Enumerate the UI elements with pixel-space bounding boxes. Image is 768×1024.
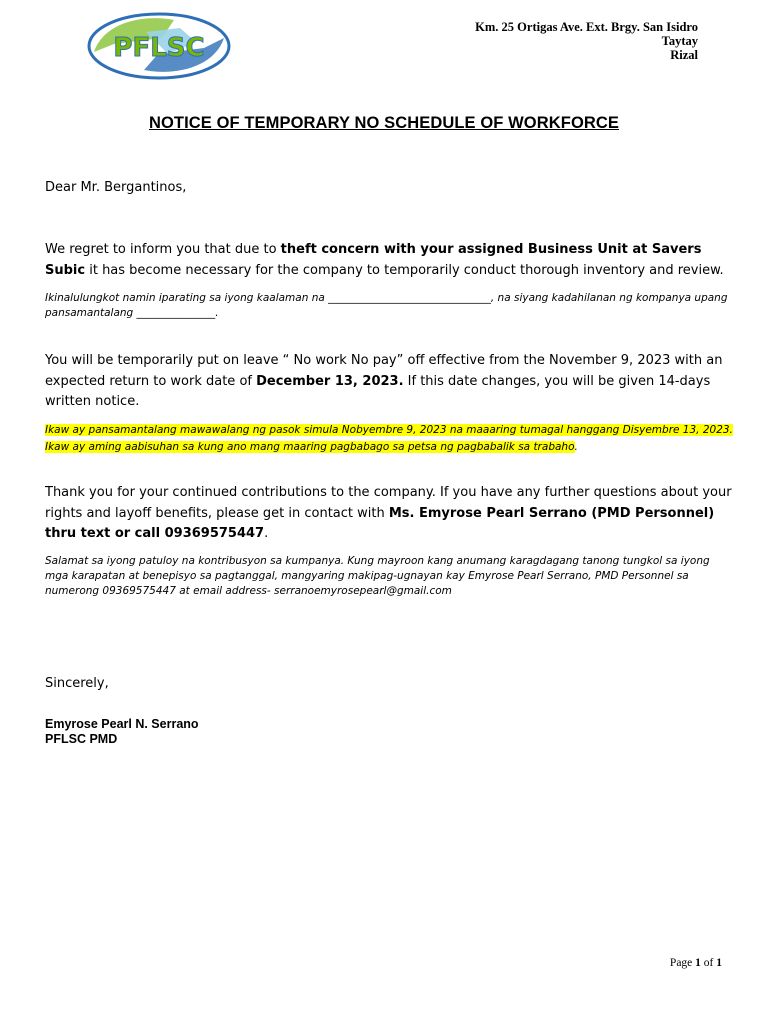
text: You will be temporarily put on leave “ No work No pay” off effective from the November 9, 2023 with an expected return to work date of xyxy=(45,353,723,389)
closing: Sincerely, xyxy=(45,676,109,691)
text: We regret to inform you that due to xyxy=(45,242,281,257)
paragraph-english-1 xyxy=(45,240,735,281)
page-total: 1 xyxy=(716,957,722,969)
company-logo xyxy=(84,8,234,86)
text: If this date changes, you will be given 14-days written notice. xyxy=(45,373,711,409)
paragraph-english-2 xyxy=(45,351,735,413)
signatory-name: Emyrose Pearl N. Serrano xyxy=(45,717,199,731)
paragraph-tagalog-2 xyxy=(45,422,735,456)
page-current: 1 xyxy=(695,957,701,969)
signature-block xyxy=(45,717,199,746)
notice-title: NOTICE OF TEMPORARY NO SCHEDULE OF WORKFORCE xyxy=(148,114,620,132)
company-address xyxy=(475,20,698,62)
address-line: Taytay xyxy=(661,34,698,48)
address-line: Km. 25 Ortigas Ave. Ext. Brgy. San Isidro xyxy=(475,20,698,34)
paragraph-english-3 xyxy=(45,483,735,545)
paragraph-tagalog-3: Salamat sa iyong patuloy na kontribusyon sa kumpanya. Kung mayroon kang anumang karagdagang tanong tungkol sa iyong mga karapatan at benepisyo sa pagtanggal, mangyaring makipag-ugnayan kay Emyrose Pearl Serrano, PMD Personnel sa numerong 09369575447 at email address- serranoemyrosepearl@gmail.com xyxy=(45,555,710,597)
address-line: Rizal xyxy=(670,48,698,62)
page-number xyxy=(670,957,722,969)
text: Thank you for your continued contributions to the company. If you have any further questions about your rights and layoff benefits, please get in contact with xyxy=(45,485,732,521)
highlighted-text: Ikaw ay pansamantalang mawawalang ng pasok simula Nobyembre 9, 2023 na maaaring tumagal hanggang Disyembre 13, 2023. Ikaw ay aming aabisuhan sa kung ano mang maaring pagbabago sa petsa ng pagbabalik sa trabaho xyxy=(45,424,733,453)
bold-text: December 13, 2023. xyxy=(256,373,404,389)
page-label: Page xyxy=(669,957,696,969)
page-of: of xyxy=(700,957,717,969)
salutation: Dear Mr. Bergantinos, xyxy=(45,180,187,195)
text: it has become necessary for the company to temporarily conduct thorough inventory and review. xyxy=(85,262,724,278)
signatory-org: PFLSC PMD xyxy=(45,731,118,746)
bold-text: theft concern with your assigned Business Unit at Savers Subic xyxy=(45,242,702,278)
bold-text: Ms. Emyrose Pearl Serrano (PMD Personnel) thru text or call 09369575447 xyxy=(45,505,715,541)
logo-text: PFLSC xyxy=(113,33,205,63)
text: . xyxy=(264,526,269,541)
paragraph-tagalog-1: Ikinalulungkot namin iparating sa iyong kaalaman na _______________________________, na siyang kadahilanan ng kompanya upang pansamantalang _______________. xyxy=(45,292,728,319)
text: . xyxy=(574,441,578,453)
